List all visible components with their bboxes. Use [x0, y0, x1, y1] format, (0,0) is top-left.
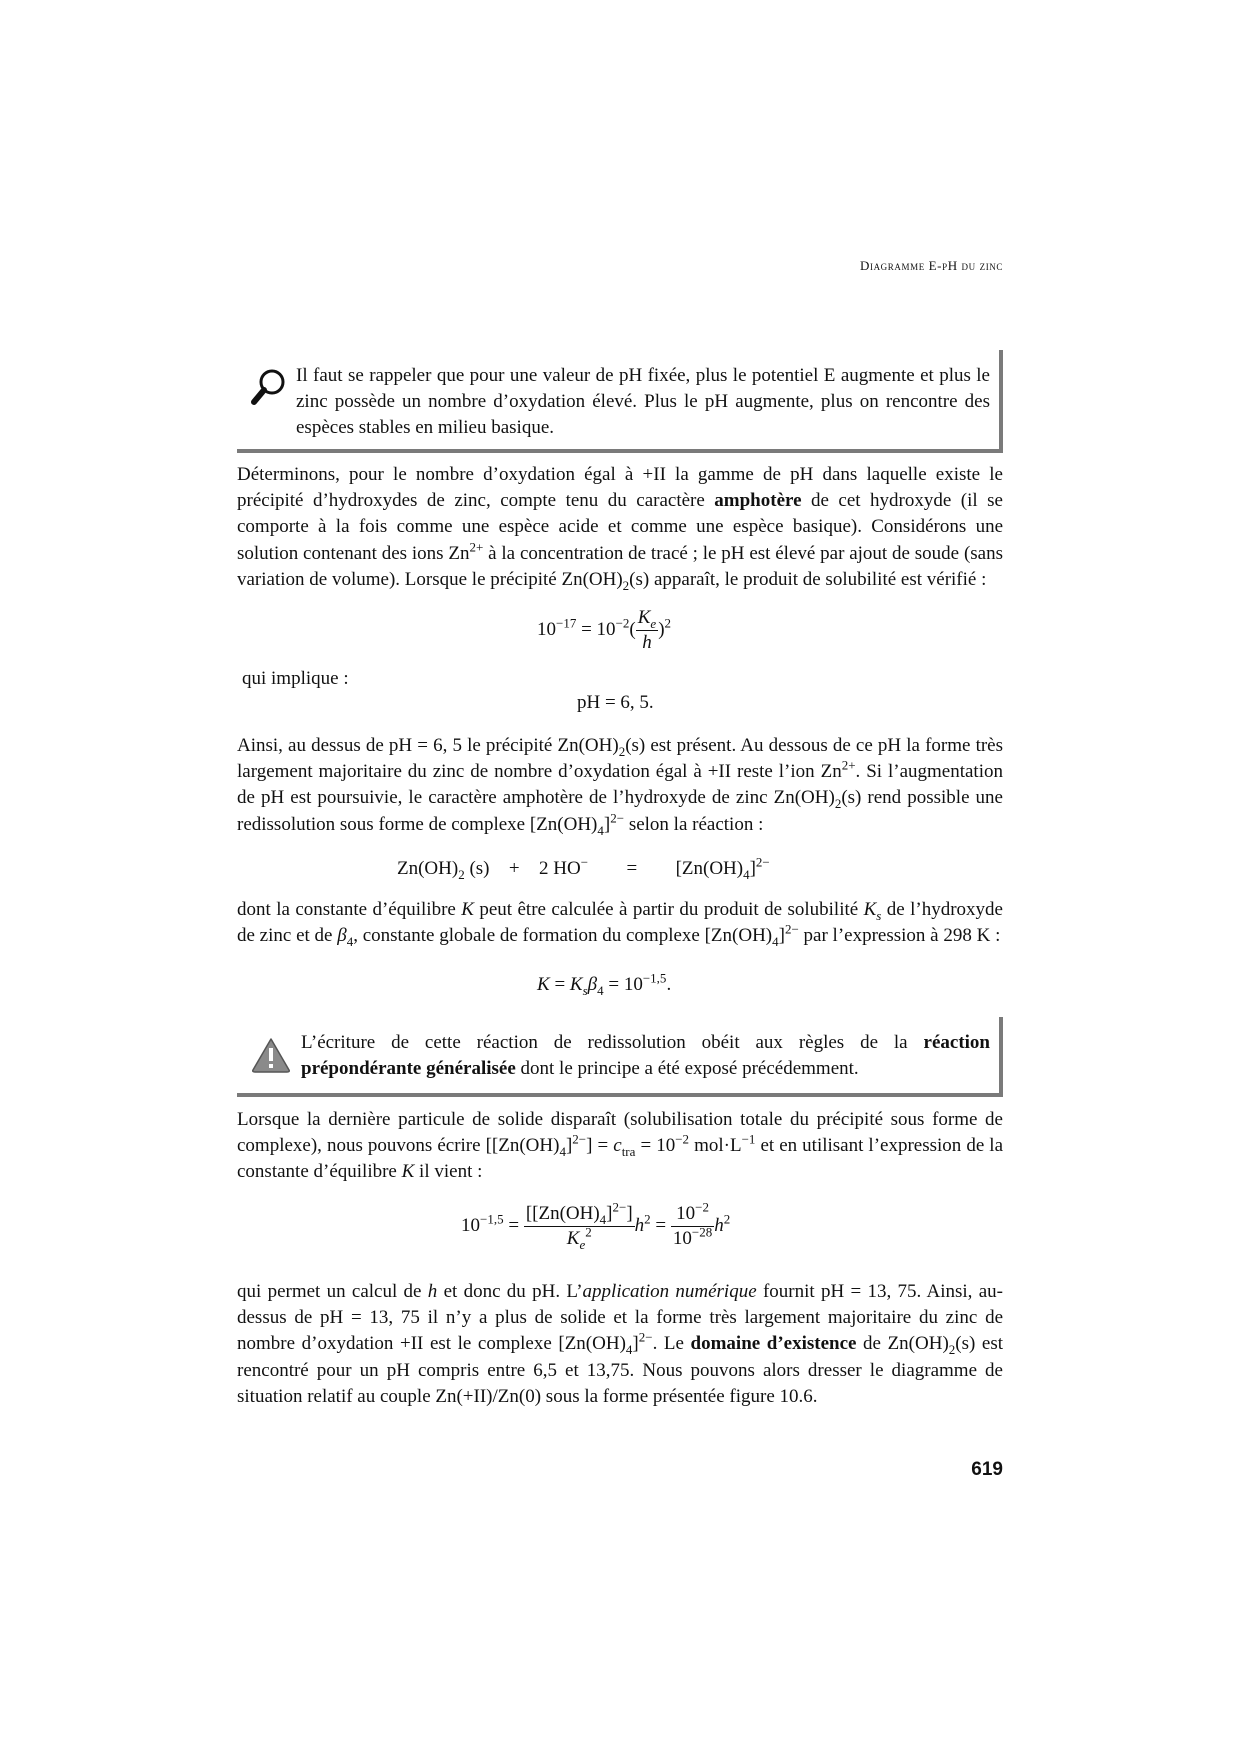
subscript: 2	[834, 796, 842, 812]
text: L’écriture de cette réaction de redissolution obéit aux règles de la	[301, 1032, 924, 1053]
superscript: 2−	[784, 921, 799, 937]
math: ]	[749, 858, 756, 879]
math: 10	[672, 1228, 692, 1249]
superscript: 2	[585, 1224, 592, 1240]
superscript: 2−	[572, 1131, 587, 1147]
equation-complex	[461, 1199, 731, 1252]
math: K	[401, 1161, 415, 1183]
text: selon la réaction :	[624, 813, 764, 835]
math: 10	[537, 618, 556, 640]
math: [[Zn(OH)	[525, 1203, 600, 1224]
math: =	[650, 1214, 671, 1236]
math: =	[503, 1214, 524, 1236]
text: (s) est présent. Au dessous de ce pH la forme très largement majoritaire du zinc de nombre d’oxydation égal à +II reste l’ion Zn	[237, 735, 1003, 783]
text: Lorsque la dernière particule de solide disparaît (solubilisation totale du précipité sous forme de complexe), nous pouvons écrire [[Zn(OH)	[237, 1109, 1003, 1157]
math: K	[461, 899, 474, 920]
text: = 10	[635, 1135, 676, 1157]
text: Ainsi, au dessus de pH = 6, 5 le précipité Zn(OH)	[237, 735, 619, 756]
text: fournit pH = 13, 75. Ainsi, au-dessus de pH = 13, 75 il n’y a plus de solide et la forme très largement majoritaire du zinc de nombre d’oxydation +II est le complexe [Zn(OH)	[237, 1281, 1003, 1355]
subscript: 2	[948, 1342, 956, 1358]
math: )	[658, 618, 665, 640]
superscript: −1	[741, 1131, 756, 1147]
exponent: −17	[556, 615, 577, 631]
subscript: 4	[597, 822, 604, 838]
math: [Zn(OH)	[675, 858, 744, 879]
math: = 10	[603, 974, 643, 995]
math: K	[566, 1228, 580, 1249]
math: h	[642, 632, 652, 653]
text: qui permet un calcul de	[237, 1281, 428, 1302]
math: .	[666, 974, 672, 995]
bold-term: domaine d’existence	[690, 1333, 857, 1355]
exponent: 2	[723, 1211, 731, 1227]
text: . Le	[652, 1333, 691, 1355]
equals-sign: =	[626, 858, 638, 879]
math: β	[337, 925, 347, 947]
text: de Zn(OH)	[856, 1333, 949, 1355]
math: h	[634, 1214, 645, 1236]
text: . Si l’augmentation de pH est poursuivie, le caractère amphotère de l’hydroxyde de zinc Zn(OH)	[237, 761, 1003, 809]
text: de l’hydroxyde de zinc et de	[237, 899, 1003, 947]
exponent: 2	[664, 615, 672, 631]
text: de cet hydroxyde (il se comporte à la fois comme une espèce acide et comme une espèce basique). Considérons une solution contenant des ions Zn	[237, 490, 1003, 564]
math: =	[549, 974, 570, 995]
page	[237, 0, 1003, 1754]
subscript: e	[579, 1236, 586, 1252]
text: et en utilisant l’expression de la constante d’équilibre	[237, 1135, 1004, 1183]
subscript: e	[650, 615, 657, 631]
superscript: 2−	[612, 1199, 627, 1215]
text: (s) apparaît, le produit de solubilité est vérifié :	[629, 568, 987, 590]
superscript: 2+	[841, 757, 856, 773]
subscript: 4	[772, 934, 779, 949]
note-reminder-text: Il faut se rappeler que pour une valeur de pH fixée, plus le potentiel E augmente et plus le zinc possède un nombre d’oxydation élevé. Plus le pH augmente, plus on rencontre des espèces stables en milieu basique.	[296, 365, 990, 439]
text: par l’expression à 298 K :	[798, 925, 1001, 947]
text: , constante globale de formation du complexe [Zn(OH)	[353, 925, 773, 947]
paragraph-intro	[237, 462, 1003, 593]
paragraph-constant	[237, 897, 1003, 949]
superscript: −2	[675, 1131, 690, 1147]
superscript: 2−	[755, 854, 770, 870]
math: 10	[461, 1214, 480, 1236]
math: K	[569, 974, 583, 995]
paragraph-last-particle	[237, 1107, 1003, 1186]
text: peut être calculée à partir du produit de solubilité	[473, 899, 864, 920]
paragraph-above-ph	[237, 733, 1003, 838]
subscript: 2	[622, 577, 630, 593]
math: = 10	[576, 618, 616, 640]
text: dont le principe a été exposé précédemment.	[515, 1058, 859, 1080]
text: il vient :	[414, 1161, 483, 1183]
math: β	[587, 974, 598, 995]
equation-solubility	[537, 606, 671, 655]
superscript: −28	[691, 1224, 713, 1240]
paragraph-conclusion	[237, 1279, 1003, 1410]
text: ]	[603, 813, 611, 835]
fraction	[636, 606, 658, 655]
equation-k-value	[537, 970, 672, 998]
note-box-warning	[237, 1017, 1003, 1097]
warning-icon	[251, 1037, 291, 1078]
exponent: −2	[615, 615, 630, 631]
fraction-numeric	[671, 1199, 714, 1251]
superscript: −2	[695, 1199, 709, 1215]
note-warning-text	[301, 1030, 990, 1082]
math: K	[537, 974, 550, 995]
subscript: 2	[458, 866, 465, 882]
subscript: 4	[346, 934, 354, 949]
text: Déterminons, pour le nombre d’oxydation égal à +II la gamme de pH dans laquelle existe le précipité d’hydroxydes de zinc, compte tenu du caractère	[237, 464, 1003, 512]
text: dont la constante d’équilibre	[237, 899, 462, 920]
exponent: −1,5	[642, 970, 667, 986]
text: (s) est rencontré pour un pH compris entre 6,5 et 13,75. Nous pouvons alors dresser le diagramme de situation relatif au couple Zn(+II)/Zn(0) sous la forme présentée figure 10.6.	[237, 1333, 1004, 1407]
superscript: 2−	[638, 1330, 653, 1346]
math: ]	[606, 1203, 613, 1224]
exponent: 2	[644, 1211, 651, 1227]
math: K	[863, 899, 877, 920]
subscript: 4	[597, 982, 604, 998]
bold-term: réaction prépondérante généralisée	[301, 1032, 990, 1080]
bold-term: amphotère	[714, 490, 802, 512]
subscript: 2	[618, 743, 626, 759]
italic-term: application numérique	[582, 1281, 757, 1302]
math: h	[427, 1281, 438, 1302]
math: h	[714, 1214, 724, 1236]
fraction-complex	[524, 1199, 635, 1252]
math: 10	[676, 1203, 696, 1224]
math: K	[637, 607, 651, 628]
equation-redissolution	[397, 854, 770, 882]
subscript: 4	[599, 1211, 607, 1227]
math: (	[629, 618, 636, 640]
magnifier-icon	[251, 368, 287, 411]
math: Zn(OH)	[397, 858, 459, 879]
note-box-reminder	[237, 350, 1003, 453]
paragraph-implies: qui implique :	[242, 668, 349, 689]
exponent: −1,5	[480, 1211, 504, 1227]
subscript: tra	[621, 1144, 636, 1159]
text: ] =	[586, 1135, 614, 1157]
page-number: 619	[971, 1459, 1003, 1480]
subscript: 4	[559, 1144, 566, 1159]
text: ]	[632, 1333, 639, 1355]
superscript: 2+	[469, 539, 484, 555]
subscript: 4	[625, 1342, 633, 1358]
superscript: −	[580, 854, 589, 870]
math: (s)	[464, 858, 490, 879]
text: à la concentration de tracé ; le pH est élevé par ajout de soude (sans variation de volume). Lorsque le précipité Zn(OH)	[237, 542, 1003, 590]
subscript: s	[582, 982, 588, 998]
text: ]	[778, 925, 785, 947]
math: 2 HO	[539, 858, 581, 879]
math: c	[613, 1135, 622, 1157]
text: mol·L	[689, 1135, 742, 1157]
running-header: Diagramme E-pH du zinc	[860, 258, 1003, 273]
equation-ph-value: pH = 6, 5.	[577, 692, 654, 713]
subscript: s	[876, 907, 882, 923]
plus-sign: +	[508, 858, 520, 879]
text: (s) rend possible une redissolution sous forme de complexe [Zn(OH)	[237, 787, 1003, 835]
text: et donc du pH. L’	[437, 1281, 583, 1302]
text: ]	[565, 1135, 573, 1157]
math: ]	[626, 1203, 633, 1224]
superscript: 2−	[610, 810, 625, 826]
subscript: 4	[743, 866, 750, 882]
